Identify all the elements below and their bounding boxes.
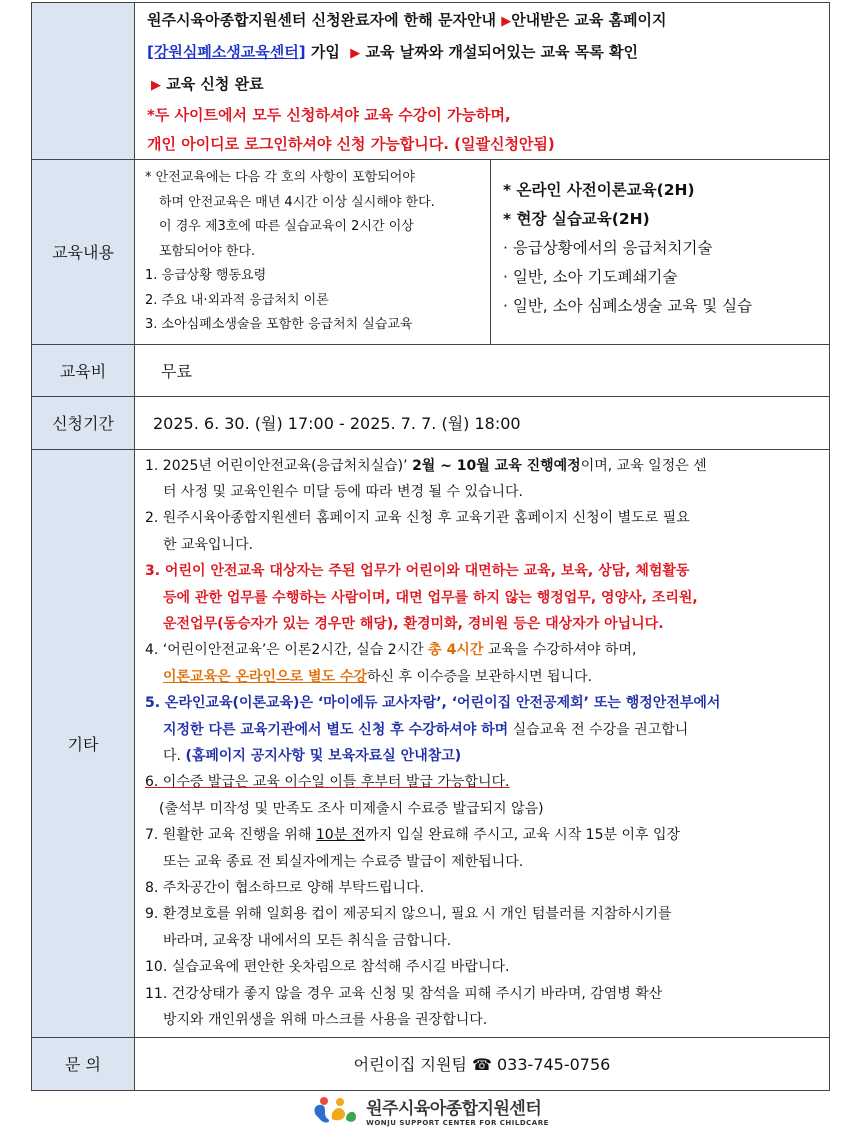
misc-item-7-cont: 또는 교육 종료 전 퇴실자에게는 수료증 발급이 제한됩니다. (163, 853, 524, 870)
misc-item-1-cont: 터 사정 및 교육인원수 미달 등에 따라 변경 될 수 있습니다. (163, 483, 524, 500)
misc-text: 교육을 수강하셔야 하며, (487, 642, 637, 659)
misc-item-9: 9. 환경보호를 위해 일회용 컵이 제공되지 않으니, 필요 시 개인 텀블러를 지참하시기를 (145, 906, 672, 923)
misc-text-underlined: 10분 전 (315, 827, 366, 844)
misc-item-5-cont (145, 743, 823, 769)
content-right-line: · 응급상황에서의 응급처치기술 (503, 239, 713, 257)
content-right-bold: * 현장 실습교육(2H) (503, 210, 650, 228)
content-left-line: 3. 소아심폐소생술을 포함한 응급처치 실습교육 (145, 317, 413, 332)
content-left (135, 160, 491, 344)
misc-text-blue: 지정한 다른 교육기관에서 별도 신청 후 수강하셔야 하며 (163, 721, 509, 738)
fee-label: 교육비 (32, 344, 135, 396)
notice-row (32, 3, 830, 160)
content-left-line: 하며 안전교육은 매년 4시간 이상 실시해야 한다. (159, 194, 435, 210)
content-left-line: 포함되어야 한다. (159, 243, 256, 259)
center-name-en: WONJU SUPPORT CENTER FOR CHILDCARE (366, 1118, 549, 1127)
misc-text: 실습교육 전 수강을 권고합니 (512, 721, 689, 738)
misc-item-5-cont (145, 717, 823, 743)
notice-line1-b: 안내받은 교육 홈페이지 (511, 11, 667, 29)
info-table (31, 2, 830, 1091)
contact-row (32, 1037, 830, 1090)
content-right-line: · 일반, 소아 기도폐쇄기술 (503, 268, 678, 286)
center-logo (310, 1093, 549, 1127)
content-right-bold: * 온라인 사전이론교육(2H) (503, 181, 695, 199)
notice-line1-a: 원주시육아종합지원센터 신청완료자에 한해 문자안내 (147, 11, 496, 29)
arrow-right-icon: ▶ (501, 14, 512, 29)
notice-cell (135, 3, 830, 160)
misc-item-5: 5. 온라인교육(이론교육)은 ‘마이에듀 교사자람’, ‘어린이집 안전공제회’ 또는 행정안전부에서 (145, 695, 721, 712)
misc-item-3-cont: 운전업무(동승자가 있는 경우만 해당), 환경미화, 경비원 등은 대상자가 아닙니다. (163, 615, 664, 632)
center-name: 원주시육아종합지원센터 (366, 1098, 542, 1119)
content-left-line: 이 경우 제3호에 따른 실습교육이 2시간 이상 (159, 219, 414, 234)
notice-line2-b: 교육 날짜와 개설되어있는 교육 목록 확인 (365, 43, 638, 61)
misc-text: 4. ‘어린이안전교육’은 이론2시간, 실습 2시간 (145, 642, 424, 659)
content-left-line: 2. 주요 내·외과적 응급처치 이론 (145, 292, 329, 308)
notice-line2-a: 가입 (310, 43, 340, 61)
misc-text-highlight: 이론교육은 온라인으로 별도 수강 (163, 668, 367, 685)
misc-label: 기타 (32, 449, 135, 1037)
period-label: 신청기간 (32, 396, 135, 449)
center-logo-icon (310, 1093, 360, 1127)
misc-item-4-cont (145, 664, 823, 690)
notice-label-cell (32, 3, 135, 160)
misc-item-10: 10. 실습교육에 편안한 옷차림으로 참석해 주시길 바랍니다. (145, 959, 510, 976)
misc-text-blue: (홈페이지 공지사항 및 보육자료실 안내참고) (185, 748, 462, 764)
misc-text: 까지 입실 완료해 주시고, 교육 시작 15분 이후 입장 (365, 827, 681, 844)
fee-value: 무료 (161, 361, 192, 381)
contact-label: 문 의 (32, 1037, 135, 1090)
fee-row (32, 344, 830, 396)
misc-item-9-cont: 바라며, 교육장 내에서의 모든 취식을 금합니다. (163, 932, 452, 949)
misc-text-bold: 2월 ~ 10월 교육 진행예정 (412, 457, 581, 474)
misc-item-11-cont: 방지와 개인위생을 위해 마스크를 사용을 권장합니다. (163, 1012, 488, 1029)
misc-item-1 (145, 453, 823, 479)
misc-item-4 (145, 637, 823, 663)
misc-text-underlined: 6. 이수증 발급은 교육 이수일 이틀 후부터 발급 가능합니다. (145, 774, 510, 791)
misc-row (32, 449, 830, 1037)
period-value: 2025. 6. 30. (월) 17:00 - 2025. 7. 7. (월) 18:00 (153, 414, 521, 433)
misc-text: 다. (163, 748, 181, 764)
misc-item-2-cont: 한 교육입니다. (163, 536, 254, 553)
content-label: 교육내용 (32, 160, 135, 345)
content-row (32, 160, 830, 345)
notice-line3: 교육 신청 완료 (166, 75, 264, 93)
misc-text: 하신 후 이수증을 보관하시면 됩니다. (366, 668, 593, 685)
fee-cell (135, 344, 830, 396)
footer (0, 1090, 859, 1130)
period-row (32, 396, 830, 449)
misc-item-8: 8. 주차공간이 협소하므로 양해 부탁드립니다. (145, 880, 425, 897)
misc-item-11: 11. 건강상태가 좋지 않을 경우 교육 신청 및 참석을 피해 주시기 바라며, 감염병 확산 (145, 985, 663, 1002)
misc-text: 이며, 교육 일정은 센 (580, 457, 707, 474)
misc-text-highlight: 총 4시간 (428, 642, 484, 659)
misc-text: 7. 원활한 교육 진행을 위해 (145, 827, 312, 844)
contact-value: 어린이집 지원팀 ☎ 033-745-0756 (135, 1037, 830, 1090)
misc-item-3: 3. 어린이 안전교육 대상자는 주된 업무가 어린이와 대면하는 교육, 보육, 상담, 체험활동 (145, 563, 690, 580)
content-left-line: * 안전교육에는 다음 각 호의 사항이 포함되어야 (145, 170, 415, 185)
content-right (491, 160, 829, 344)
content-right-line: · 일반, 소아 심폐소생술 교육 및 실습 (503, 297, 753, 315)
misc-text: 1. 2025년 어린이안전교육(응급처치실습)’ (145, 457, 408, 474)
misc-item-6-cont: (출석부 미작성 및 만족도 조사 미제출시 수료증 발급되지 않음) (159, 800, 544, 817)
arrow-right-icon: ▶ (350, 46, 361, 61)
misc-item-7 (145, 822, 823, 848)
notice-warning-2: 개인 아이디로 로그인하셔야 신청 가능합니다. (일괄신청안됨) (147, 135, 555, 153)
misc-item-3-cont: 등에 관한 업무를 수행하는 사람이며, 대면 업무를 하지 않는 행정업무, 영양사, 조리원, (163, 589, 698, 606)
notice-warning-1: *두 사이트에서 모두 신청하셔야 교육 수강이 가능하며, (147, 106, 511, 124)
content-left-line: 1. 응급상황 행동요령 (145, 268, 267, 283)
misc-cell (135, 449, 830, 1037)
arrow-right-icon: ▶ (151, 78, 161, 93)
period-cell (135, 396, 830, 449)
misc-item-6 (145, 769, 823, 795)
content-cell (135, 160, 830, 345)
signup-site-link[interactable]: [강원심폐소생교육센터] (147, 43, 306, 61)
misc-item-2: 2. 원주시육아종합지원센터 홈페이지 교육 신청 후 교육기관 홈페이지 신청이 별도로 필요 (145, 510, 690, 527)
